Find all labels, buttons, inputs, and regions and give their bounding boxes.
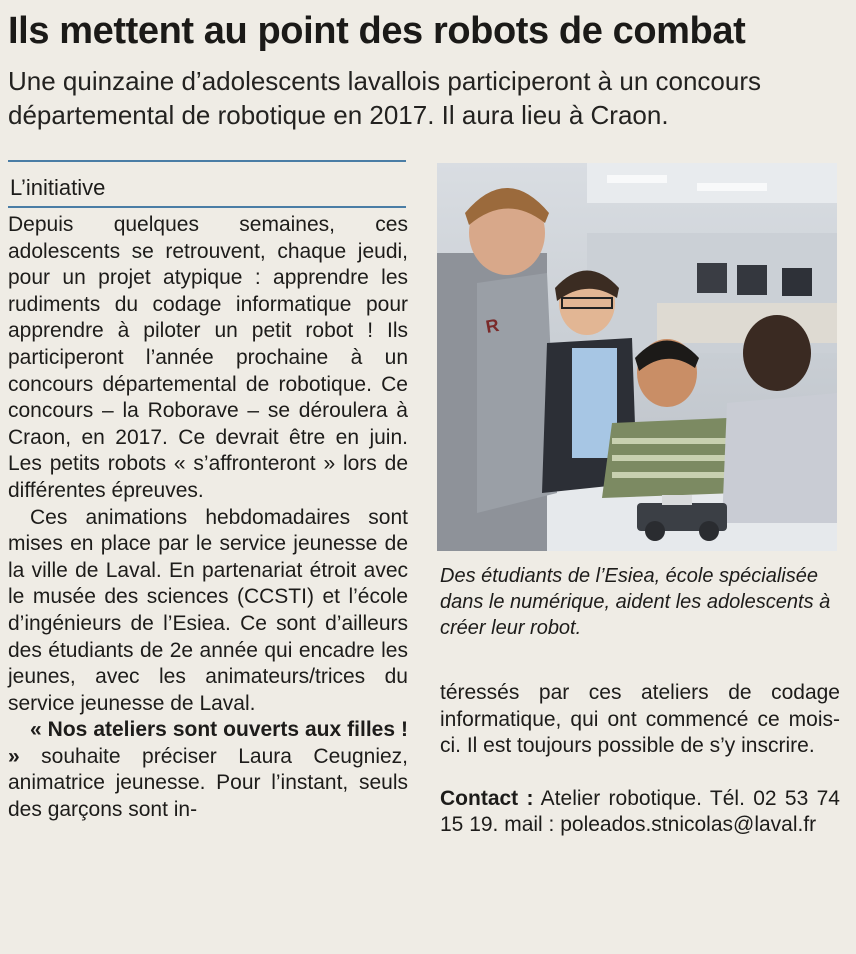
quote-bold: « Nos ateliers sont ouverts aux filles ! »: [8, 718, 408, 768]
contact-info: [440, 786, 840, 839]
headline: Ils mettent au point des robots de combat: [8, 10, 746, 52]
paragraph-3-continued: téressés par ces ateliers de codage informatique, qui ont commencé ce mois-ci. Il est toujours possible de s’y inscrire.: [440, 681, 840, 758]
article-photo: [437, 163, 837, 551]
contact-label: Contact :: [440, 786, 534, 810]
paragraph-3: [8, 717, 408, 823]
photo-illustration: [437, 163, 837, 551]
quote-rest: souhaite préciser Laura Ceugniez, animatrice jeunesse. Pour l’instant, seuls des garçons sont in-: [8, 744, 408, 822]
contact-text: Atelier robotique. Tél. 02 53 74 15 19. mail : poleados.stnicolas@laval.fr: [440, 786, 840, 837]
article-column-right: [440, 680, 840, 839]
article-column-left: [8, 212, 408, 824]
standfirst: Une quinzaine d’adolescents lavallois participeront à un concours départemental de robotique en 2017. Il aura lieu à Craon.: [8, 66, 762, 130]
section-rule-bottom: [8, 206, 406, 208]
section-rule-top: [8, 160, 406, 162]
svg-text:R: R: [484, 314, 501, 337]
photo-caption: Des étudiants de l’Esiea, école spécialisée dans le numérique, aident les adolescents à créer leur robot.: [440, 565, 831, 639]
paragraph-1: Depuis quelques semaines, ces adolescents se retrouvent, chaque jeudi, pour un projet atypique : apprendre les rudiments du codage informatique pour apprendre à piloter un petit robot ! Ils participeront l’année prochaine à un concours départemental de robotique. Ce concours – la Roborave – se déroulera à Craon, en 2017. Ce devrait être en juin. Les petits robots « s’affronteront » lors de différentes épreuves.: [8, 213, 408, 502]
paragraph-2: Ces animations hebdomadaires sont mises en place par le service jeunesse de la ville de Laval. En partenariat étroit avec le musée des sciences (CCSTI) et l’école d’ingénieurs de l’Esiea. Ce sont d’ailleurs des étudiants de 2e année qui encadre les jeunes, avec les animateurs/trices du service jeunesse de Laval.: [8, 505, 408, 715]
section-title: L’initiative: [10, 175, 106, 200]
